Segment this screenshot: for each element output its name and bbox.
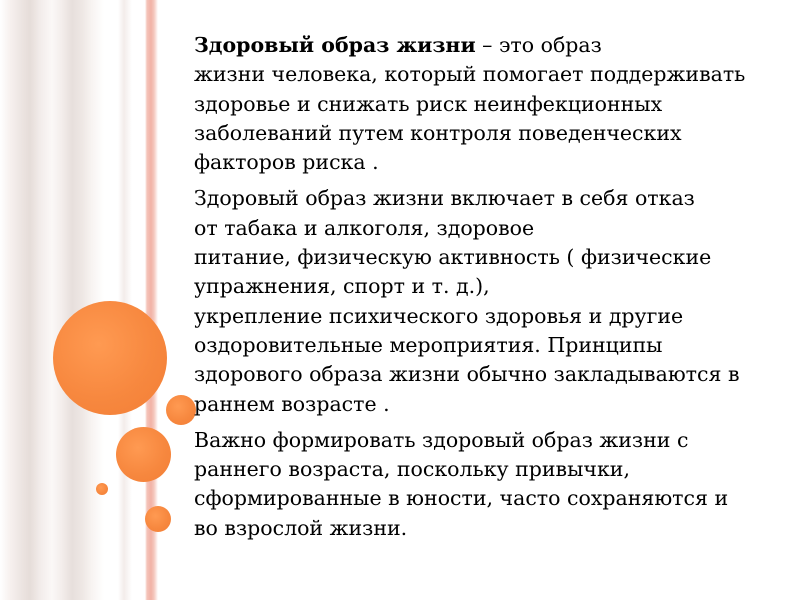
paragraph-definition	[194, 31, 764, 177]
paragraph-line: заболеваний путем контроля поведенческих	[194, 120, 682, 145]
orange-circle-large	[53, 301, 167, 415]
paragraph-line: сформированные в юности, часто сохраняются и	[194, 486, 729, 511]
paragraph-line: раннего возраста, поскольку привычки,	[194, 457, 630, 482]
orange-circle-tiny	[96, 483, 108, 495]
paragraph-importance	[194, 426, 764, 543]
definition-term: Здоровый образ жизни	[194, 33, 476, 57]
paragraph-line: от табака и алкоголя, здоровое	[194, 215, 535, 240]
paragraph-line	[194, 31, 764, 60]
definition-text: – это образ	[475, 33, 602, 57]
decorative-stripes	[0, 0, 170, 600]
paragraph-line: раннем возрасте .	[194, 391, 390, 416]
paragraph-line: здорового образа жизни обычно закладываются в	[194, 362, 740, 387]
slide-text-body	[194, 31, 764, 550]
paragraph-line: факторов риска .	[194, 150, 379, 175]
orange-circle-small	[166, 395, 196, 425]
paragraph-line: во взрослой жизни.	[194, 515, 408, 540]
paragraph-line: Здоровый образ жизни включает в себя отказ	[194, 186, 695, 211]
paragraph-line: здоровье и снижать риск неинфекционных	[194, 91, 663, 116]
paragraph-line: укрепление психического здоровья и другие	[194, 303, 684, 328]
paragraph-line: Важно формировать здоровый образ жизни с	[194, 427, 689, 452]
paragraph-line: оздоровительные мероприятия. Принципы	[194, 332, 663, 357]
paragraph-line: упражнения, спорт и т. д.),	[194, 274, 490, 299]
paragraph-line: питание, физическую активность ( физические	[194, 245, 712, 270]
paragraph-components	[194, 184, 764, 418]
paragraph-line: жизни человека, который помогает поддерживать	[194, 62, 746, 87]
orange-circle-small-lower	[145, 506, 171, 532]
orange-circle-medium	[116, 427, 171, 482]
